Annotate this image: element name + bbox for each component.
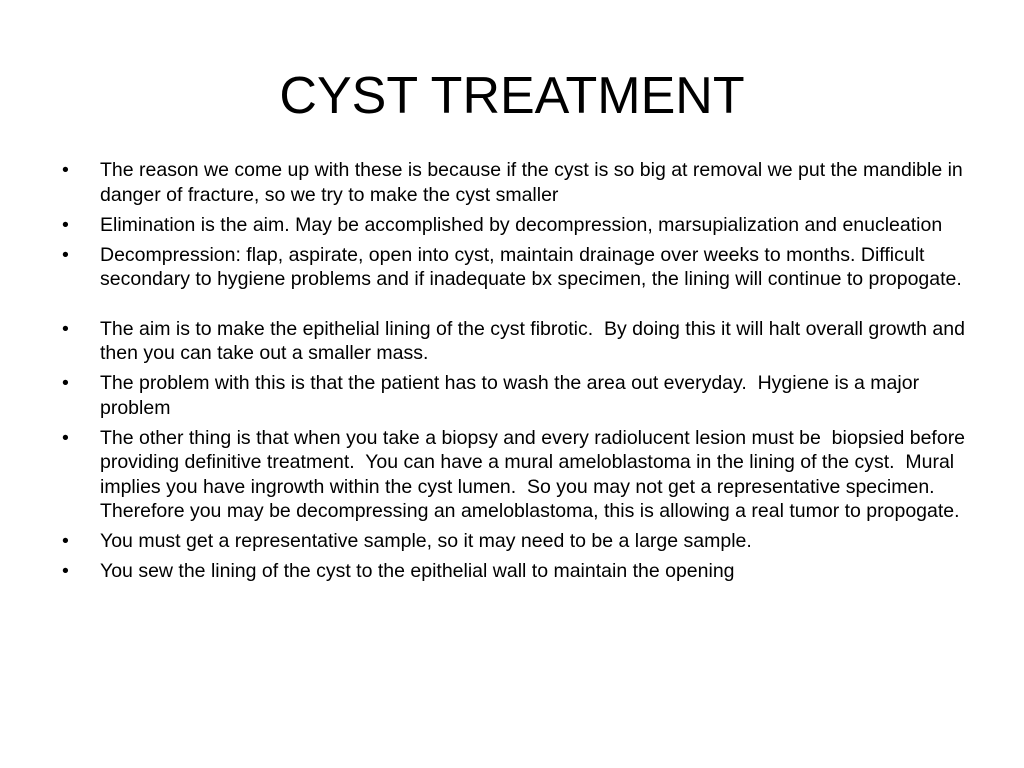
bullet-text: The reason we come up with these is because if the cyst is so big at removal we put the mandible in danger of fracture, so we try to make the cyst smaller: [100, 159, 969, 206]
bullet-icon: •: [62, 530, 69, 552]
bullet-text: Decompression: flap, aspirate, open into cyst, maintain drainage over weeks to months. Difficult secondary to hygiene problems and if inadequate bx specimen, the lining will continue to propogate.: [100, 243, 962, 290]
slide-title: CYST TREATMENT: [279, 67, 745, 125]
bullet-text: You sew the lining of the cyst to the epithelial wall to maintain the opening: [100, 560, 735, 582]
bullet-item: [62, 243, 967, 292]
bullet-text: The aim is to make the epithelial lining of the cyst fibrotic. By doing this it will halt overall growth and then you can take out a smaller mass.: [100, 317, 971, 364]
bullet-icon: •: [62, 243, 69, 266]
bullet-icon: •: [62, 317, 69, 340]
bullet-icon: •: [62, 159, 69, 181]
bullet-item: [62, 559, 967, 584]
bullet-icon: •: [62, 560, 69, 582]
bullet-text: The problem with this is that the patient has to wash the area out everyday. Hygiene is a major problem: [100, 372, 925, 419]
bullet-text: You must get a representative sample, so it may need to be a large sample.: [100, 530, 752, 552]
bullet-text: Elimination is the aim. May be accomplished by decompression, marsupialization and enucleation: [100, 213, 943, 236]
bullet-item: [62, 426, 971, 524]
bullet-item: [62, 158, 967, 207]
bullet-item: [62, 371, 967, 420]
bullet-icon: •: [62, 213, 69, 236]
bullet-item: [62, 317, 971, 366]
bullet-text: The other thing is that when you take a biopsy and every radiolucent lesion must be biopsied before providing definitive treatment. You can have a mural ameloblastoma in the lining of the cyst. Mural implies you have ingrowth within the cyst lumen. So you may not get a representative specimen. Therefore you may be decompressing an ameloblastoma, this is allowing a real tumor to propogate.: [100, 426, 971, 522]
bullet-icon: •: [62, 426, 69, 449]
bullet-item: [62, 213, 967, 238]
bullet-icon: •: [62, 372, 69, 394]
bullet-list: [62, 158, 971, 589]
bullet-item: [62, 529, 967, 554]
